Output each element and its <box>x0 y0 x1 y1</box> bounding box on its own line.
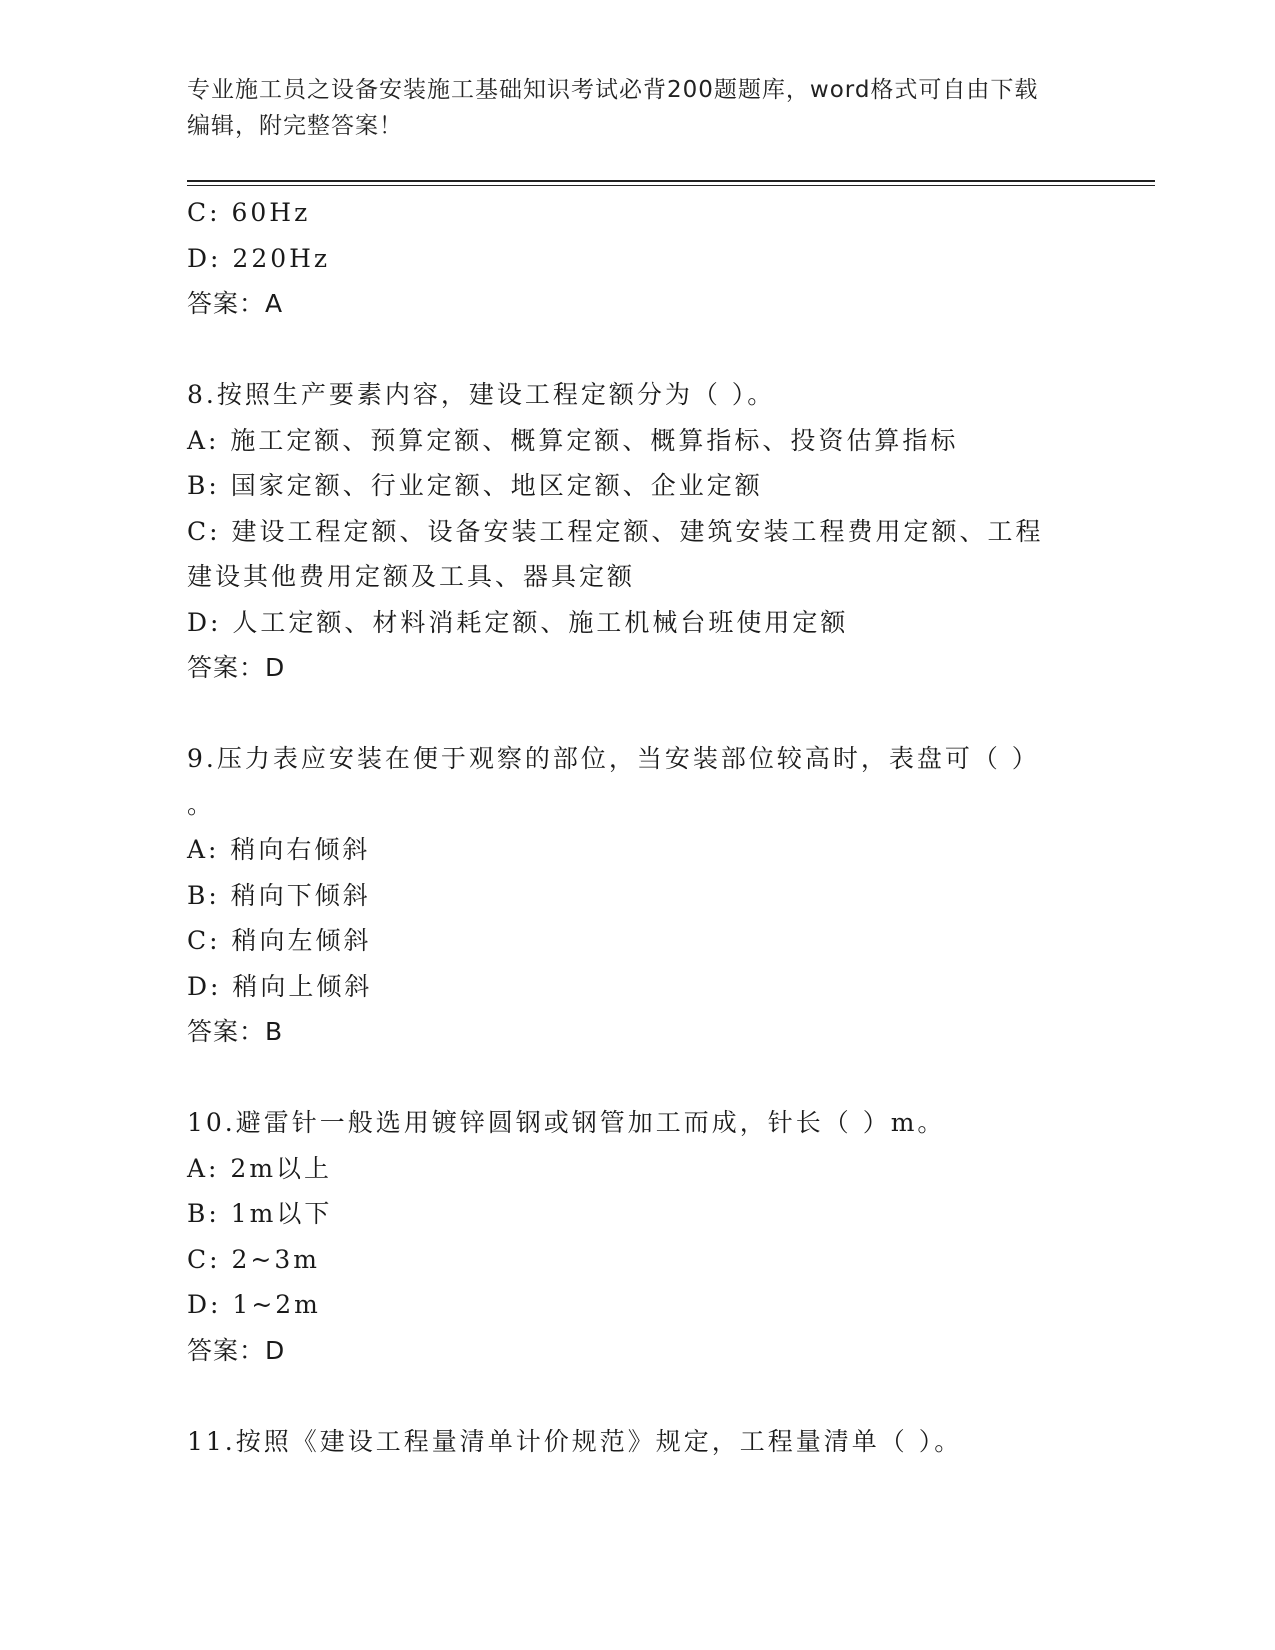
q9-question-line-2: 。 <box>187 789 216 819</box>
question-8-block <box>187 372 1087 691</box>
q10-option-d: D: 1~2m <box>187 1290 321 1319</box>
q7-answer: 答案：A <box>187 289 284 318</box>
q11-question: 11.按照《建设工程量清单计价规范》规定，工程量清单（ ）。 <box>187 1426 963 1456</box>
q8-option-d: D: 人工定额、材料消耗定额、施工机械台班使用定额 <box>187 607 849 637</box>
document-header <box>187 72 1087 144</box>
q9-question-line-1: 9.压力表应安装在便于观察的部位，当安装部位较高时，表盘可（ ） <box>187 744 1040 773</box>
header-title-line-1: 专业施工员之设备安装施工基础知识考试必背200题题库，word格式可自由下载 <box>187 77 1039 103</box>
q8-option-b: B: 国家定额、行业定额、地区定额、企业定额 <box>187 471 763 500</box>
q8-question: 8.按照生产要素内容，建设工程定额分为（ ）。 <box>187 380 776 409</box>
q8-option-c-line-1: C: 建设工程定额、设备安装工程定额、建筑安装工程费用定额、工程 <box>187 516 1044 546</box>
q10-option-b: B: 1m以下 <box>187 1199 333 1228</box>
q7-option-c: C: 60Hz <box>187 198 311 227</box>
spacer <box>187 1055 1087 1101</box>
q9-answer: 答案：B <box>187 1017 284 1046</box>
spacer <box>187 1373 1087 1419</box>
q10-option-c: C: 2~3m <box>187 1244 320 1274</box>
header-divider-thick <box>187 180 1155 182</box>
q9-option-d: D: 稍向上倾斜 <box>187 971 373 1001</box>
spacer <box>187 691 1087 737</box>
header-title-line-2: 编辑，附完整答案！ <box>187 113 403 139</box>
q7-option-d: D: 220Hz <box>187 243 331 273</box>
header-divider-thin <box>187 185 1155 186</box>
q8-answer: 答案：D <box>187 653 286 682</box>
q9-option-a: A: 稍向右倾斜 <box>187 835 371 864</box>
question-9-block <box>187 736 1087 1055</box>
q8-option-a: A: 施工定额、预算定额、概算定额、概算指标、投资估算指标 <box>187 425 959 455</box>
q9-option-b: B: 稍向下倾斜 <box>187 880 371 910</box>
q8-option-c-line-2: 建设其他费用定额及工具、器具定额 <box>187 562 636 591</box>
q10-answer: 答案：D <box>187 1335 286 1365</box>
q9-option-c: C: 稍向左倾斜 <box>187 926 372 955</box>
question-7-block <box>187 190 1087 327</box>
q10-option-a: A: 2m以上 <box>187 1153 333 1183</box>
q10-question: 10.避雷针一般选用镀锌圆钢或钢管加工而成，针长（ ）m。 <box>187 1108 946 1137</box>
question-10-block <box>187 1100 1087 1373</box>
spacer <box>187 327 1087 373</box>
question-11-block <box>187 1419 1087 1465</box>
document-body <box>187 190 1087 1464</box>
